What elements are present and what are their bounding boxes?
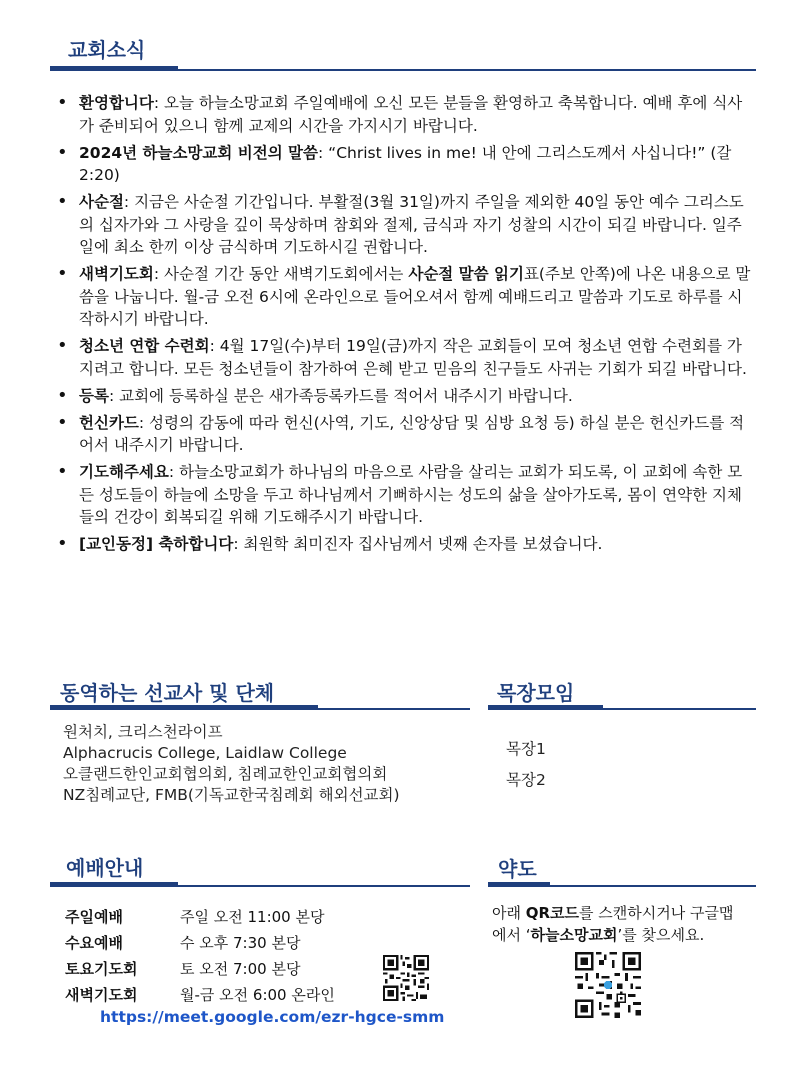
news-title: 교회소식 bbox=[68, 38, 146, 62]
qr-code-icon bbox=[383, 955, 429, 1001]
news-item-head: 환영합니다 bbox=[79, 94, 154, 112]
news-item-welcome bbox=[55, 92, 755, 137]
missions-line: NZ침례교단, FMB(기독교한국침례회 해외선교회) bbox=[63, 786, 400, 804]
news-divider bbox=[50, 69, 756, 71]
worship-title: 예배안내 bbox=[66, 856, 144, 880]
news-item-youth-retreat bbox=[55, 335, 755, 380]
news-item-vision bbox=[55, 142, 755, 187]
map-church-name: 하늘소망교회 bbox=[530, 926, 618, 944]
missions-title: 동역하는 선교사 및 단체 bbox=[60, 681, 275, 705]
map-qr-keyword: QR코드 bbox=[525, 904, 580, 922]
worship-name: 새벽기도회 bbox=[65, 986, 138, 1004]
worship-divider bbox=[50, 885, 470, 887]
mokjang-list bbox=[506, 734, 546, 796]
news-item-dawn-prayer bbox=[55, 263, 755, 331]
map-qr-code[interactable] bbox=[575, 952, 641, 1018]
news-item-text: : 최원학 최미진자 집사님께서 넷째 손자를 보셨습니다. bbox=[233, 535, 603, 553]
worship-time: 월-금 오전 6:00 온라인 bbox=[180, 986, 335, 1004]
map-title: 약도 bbox=[498, 857, 537, 881]
worship-row bbox=[65, 930, 335, 956]
worship-row bbox=[65, 982, 335, 1008]
news-item-bold-phrase: 사순절 말씀 읽기 bbox=[408, 265, 524, 283]
map-text: 를 스캔하시거나 구글맵 bbox=[579, 904, 734, 922]
news-item-head: 사순절 bbox=[79, 193, 124, 211]
news-item-text: : “Christ lives in me! 내 안에 그리스도께서 사십니다!” (갈 2:20) bbox=[79, 143, 732, 184]
news-item-text: : 교회에 등록하실 분은 새가족등록카드를 적어서 내주시기 바랍니다. bbox=[108, 386, 573, 405]
news-item-text-tail: 표(주보 안쪽)에 나온 내용으로 말씀을 나눕니다. 월-금 오전 6시에 온라인으로 들어오셔서 함께 예배드리고 말씀과 기도로 하루를 시작하시기 바랍니다. bbox=[79, 265, 751, 328]
online-meeting-link[interactable]: https://meet.google.com/ezr-hgce-smm bbox=[100, 1008, 445, 1026]
news-item-head: 새벽기도회 bbox=[79, 265, 154, 283]
news-item-registration bbox=[55, 385, 755, 408]
map-line-2 bbox=[492, 924, 733, 946]
news-item-prayer-request bbox=[55, 461, 755, 529]
news-item-lent bbox=[55, 191, 755, 259]
news-item-text: : 지금은 사순절 기간입니다. 부활절(3월 31일)까지 주일을 제외한 40일 동안 예수 그리스도의 십자가와 그 사랑을 깊이 묵상하며 참회와 절제, 금식과 자기 성찰의 시간이 되길 바랍니다. 일주일에 최소 한끼 이상 금식하며 기도하시길 권합니다. bbox=[79, 193, 744, 256]
map-divider bbox=[488, 885, 756, 887]
mokjang-title: 목장모임 bbox=[497, 681, 575, 705]
map-text: 아래 bbox=[492, 904, 526, 922]
missions-divider bbox=[50, 708, 470, 710]
missions-line: Alphacrucis College, Laidlaw College bbox=[63, 744, 347, 762]
worship-row bbox=[65, 904, 335, 930]
news-item-text: : 4월 17일(수)부터 19일(금)까지 작은 교회들이 모여 청소년 연합 수련회를 가지려고 합니다. 모든 청소년들이 참가하여 은혜 받고 믿음의 친구들도 사귀는 기회가 되길 바랍니다. bbox=[79, 337, 747, 378]
news-list bbox=[55, 92, 755, 560]
news-item-head: [교인동정] 축하합니다 bbox=[79, 535, 234, 553]
news-item-text: : 사순절 기간 동안 새벽기도회에서는 bbox=[153, 265, 409, 283]
news-item-congratulations bbox=[55, 533, 755, 556]
online-meeting-qr-code[interactable] bbox=[383, 955, 429, 1001]
worship-name: 주일예배 bbox=[65, 908, 123, 926]
news-item-head: 헌신카드 bbox=[79, 413, 139, 432]
news-item-head: 기도해주세요 bbox=[79, 463, 169, 481]
news-item-dedication-card bbox=[55, 412, 755, 457]
map-instructions bbox=[492, 902, 733, 946]
worship-time: 수 오후 7:30 본당 bbox=[180, 934, 301, 952]
map-text: ’를 찾으세요. bbox=[617, 926, 705, 944]
worship-name: 수요예배 bbox=[65, 934, 123, 952]
news-item-head: 청소년 연합 수련회 bbox=[79, 337, 210, 355]
news-item-head: 등록 bbox=[79, 386, 109, 405]
worship-time: 토 오전 7:00 본당 bbox=[180, 960, 301, 978]
worship-time: 주일 오전 11:00 본당 bbox=[180, 908, 325, 926]
missions-list bbox=[63, 722, 400, 806]
map-text: 에서 ‘ bbox=[492, 926, 531, 944]
qr-code-icon bbox=[575, 952, 641, 1018]
mokjang-line: 목장2 bbox=[506, 771, 546, 789]
mokjang-line: 목장1 bbox=[506, 740, 546, 758]
worship-name: 토요기도회 bbox=[65, 960, 138, 978]
news-item-text: : 하늘소망교회가 하나님의 마음으로 사람을 살리는 교회가 되도록, 이 교회에 속한 모든 성도들이 하늘에 소망을 두고 하나님께서 기뻐하시는 성도의 삶을 살아가도록, 몸이 연약한 지체들의 건강이 회복되길 위해 기도해주시기 바랍니다. bbox=[79, 463, 743, 526]
mokjang-divider bbox=[488, 708, 756, 710]
news-item-text: : 성령의 감동에 따라 헌신(사역, 기도, 신앙상담 및 심방 요청 등) 하실 분은 헌신카드를 적어서 내주시기 바랍니다. bbox=[79, 413, 745, 454]
missions-line: 오클랜드한인교회협의회, 침례교한인교회협의회 bbox=[63, 765, 388, 783]
news-item-text: : 오늘 하늘소망교회 주일예배에 오신 모든 분들을 환영하고 축복합니다. 예배 후에 식사가 준비되어 있으니 함께 교제의 시간을 가지시기 바랍니다. bbox=[79, 94, 743, 135]
worship-schedule bbox=[65, 904, 335, 1008]
worship-row bbox=[65, 956, 335, 982]
news-item-head: 2024년 하늘소망교회 비전의 말씀 bbox=[79, 143, 319, 162]
map-line-1 bbox=[492, 902, 733, 924]
missions-line: 원처치, 크리스천라이프 bbox=[63, 723, 223, 741]
